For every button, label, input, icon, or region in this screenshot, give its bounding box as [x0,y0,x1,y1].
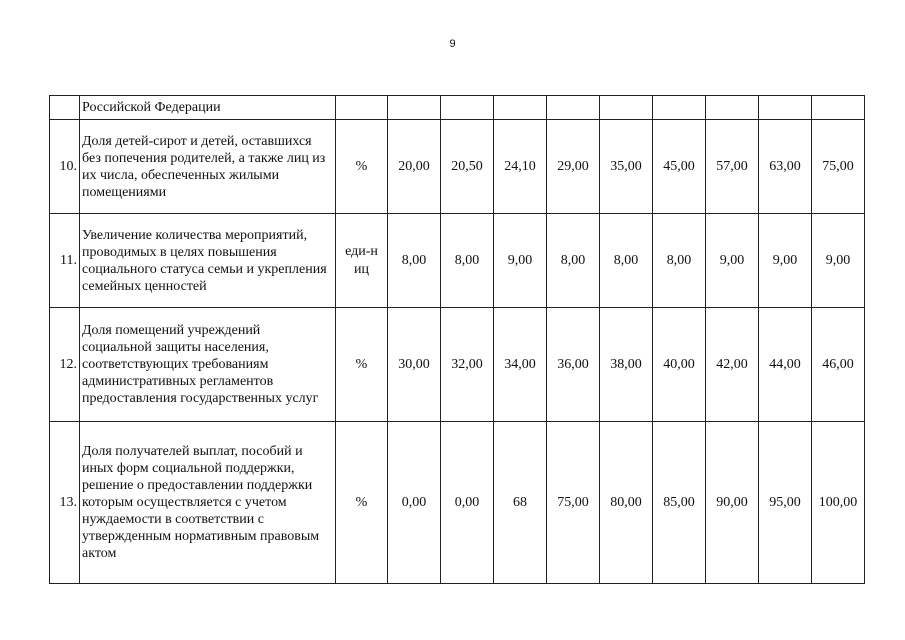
value-cell [706,96,759,120]
table-row [50,422,865,584]
value-cell: 0,00 [441,422,494,584]
value-cell: 32,00 [441,308,494,422]
value-cell: 9,00 [494,214,547,308]
value-cell: 40,00 [653,308,706,422]
value-cell: 8,00 [388,214,441,308]
unit-text: еди-ниц [345,243,378,277]
value-cell: 90,00 [706,422,759,584]
continuation-row [50,96,865,120]
value-cell [812,96,865,120]
unit-cell [336,96,388,120]
value-cell: 8,00 [547,214,600,308]
page-number: 9 [449,38,456,50]
value-cell: 85,00 [653,422,706,584]
value-cell: 34,00 [494,308,547,422]
value-cell: 75,00 [547,422,600,584]
row-number: 13. [50,422,80,584]
value-cell: 38,00 [600,308,653,422]
indicator-description: Доля детей-сирот и детей, оставшихся без попечения родителей, а также лиц из их числа, обеспеченных жилыми помещениями [80,120,336,214]
row-number-cell [50,96,80,120]
value-cell: 30,00 [388,308,441,422]
indicators-table [49,95,865,584]
value-cell: 20,50 [441,120,494,214]
row-number: 10. [50,120,80,214]
indicator-description: Российской Федерации [80,96,336,120]
value-cell [441,96,494,120]
unit-cell [336,214,388,308]
value-cell: 42,00 [706,308,759,422]
value-cell: 44,00 [759,308,812,422]
table-row [50,120,865,214]
value-cell: 68 [494,422,547,584]
value-cell [759,96,812,120]
row-number: 11. [50,214,80,308]
value-cell: 46,00 [812,308,865,422]
indicator-description: Увеличение количества мероприятий, проводимых в целях повышения социального статуса семьи и укрепления семейных ценностей [80,214,336,308]
value-cell: 0,00 [388,422,441,584]
value-cell: 45,00 [653,120,706,214]
value-cell: 100,00 [812,422,865,584]
value-cell [494,96,547,120]
unit-cell: % [336,120,388,214]
value-cell: 8,00 [653,214,706,308]
value-cell: 80,00 [600,422,653,584]
table-row [50,308,865,422]
value-cell: 9,00 [812,214,865,308]
unit-cell: % [336,422,388,584]
row-number: 12. [50,308,80,422]
value-cell: 35,00 [600,120,653,214]
value-cell: 9,00 [759,214,812,308]
value-cell [547,96,600,120]
value-cell: 20,00 [388,120,441,214]
value-cell: 8,00 [600,214,653,308]
value-cell: 9,00 [706,214,759,308]
value-cell: 57,00 [706,120,759,214]
indicator-description: Доля помещений учреждений социальной защиты населения, соответствующих требованиям административных регламентов предоставления государственных услуг [80,308,336,422]
value-cell [388,96,441,120]
value-cell: 63,00 [759,120,812,214]
indicator-description: Доля получателей выплат, пособий и иных форм социальной поддержки, решение о предоставлении поддержки которым осуществляется с учетом нуждаемости в соответствии с утвержденным нормативным правовым актом [80,422,336,584]
value-cell [653,96,706,120]
unit-cell: % [336,308,388,422]
value-cell: 75,00 [812,120,865,214]
value-cell: 36,00 [547,308,600,422]
value-cell [600,96,653,120]
value-cell: 24,10 [494,120,547,214]
value-cell: 95,00 [759,422,812,584]
value-cell: 29,00 [547,120,600,214]
table-row [50,214,865,308]
value-cell: 8,00 [441,214,494,308]
